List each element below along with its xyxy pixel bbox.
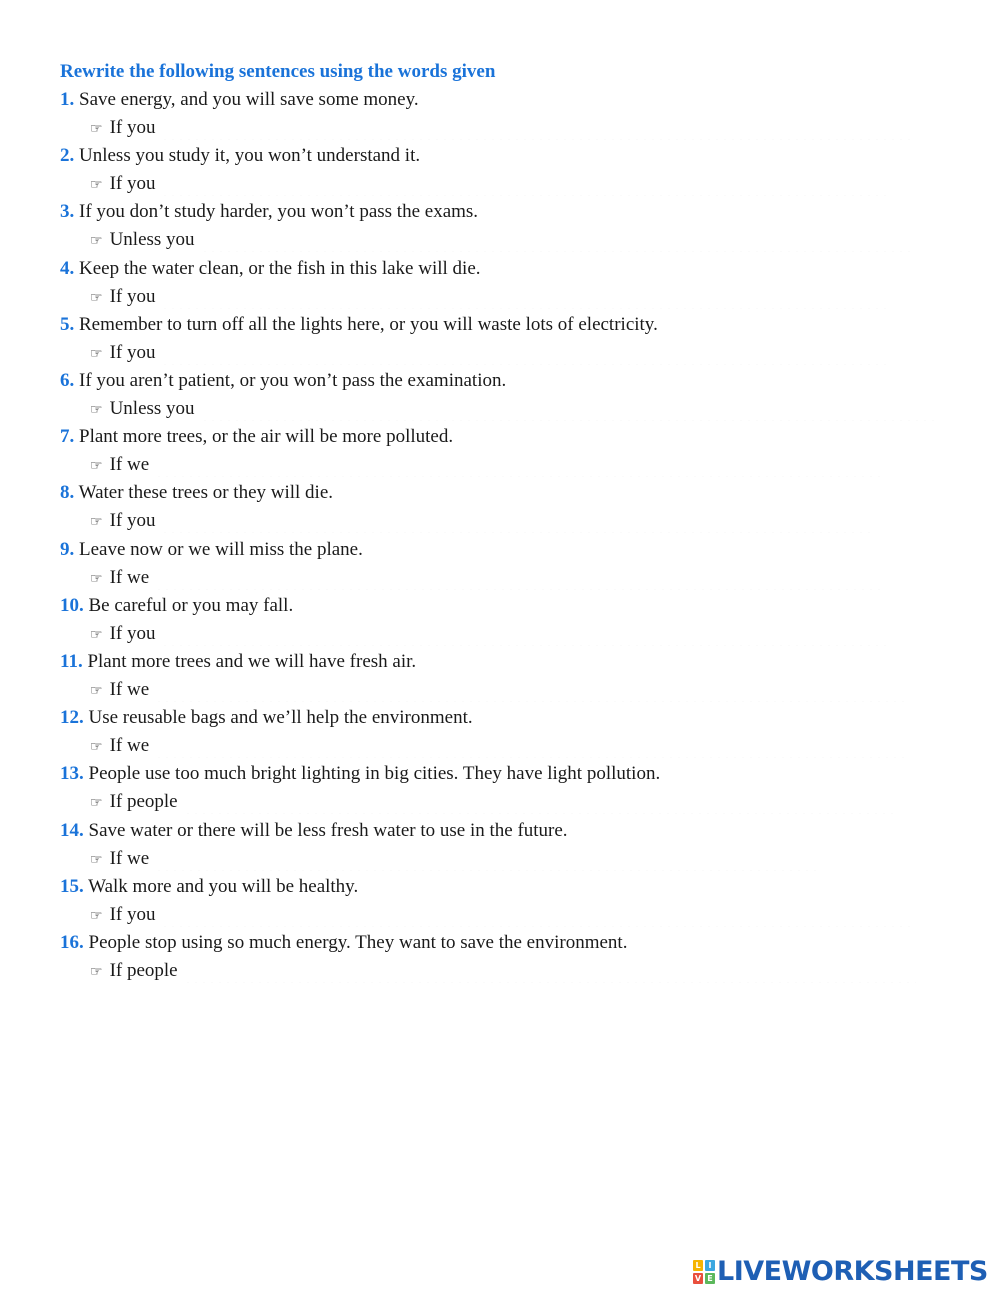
logo-text: LIVEWORKSHEETS xyxy=(717,1256,988,1287)
question-number: 3. xyxy=(60,201,75,223)
answer-prompt: If you xyxy=(109,285,156,307)
question-number: 5. xyxy=(60,313,75,335)
question-number: 8. xyxy=(60,482,75,504)
answer-blank[interactable] xyxy=(184,800,895,814)
question-number: 9. xyxy=(60,538,75,560)
liveworksheets-logo xyxy=(693,1256,988,1287)
answer-line-11 xyxy=(90,678,905,703)
question-text: Remember to turn off all the lights here, or you will waste lots of electricity. xyxy=(79,313,658,335)
answer-prompt: If we xyxy=(109,454,150,476)
answer-blank[interactable] xyxy=(184,969,916,983)
answer-blank[interactable] xyxy=(161,913,912,927)
question-text: Keep the water clean, or the fish in this lake will die. xyxy=(79,257,481,279)
question-text: People use too much bright lighting in big cities. They have light pollution. xyxy=(88,763,661,785)
question-1 xyxy=(60,88,419,112)
question-text: Plant more trees and we will have fresh air. xyxy=(87,651,417,672)
answer-line-3 xyxy=(90,228,912,253)
answer-blank[interactable] xyxy=(161,295,890,309)
answer-prompt: If we xyxy=(109,847,150,869)
question-number: 1. xyxy=(60,89,75,110)
pointing-hand-icon: ☞ xyxy=(90,402,103,418)
answer-prompt: If you xyxy=(109,117,156,138)
pointing-hand-icon: ☞ xyxy=(90,570,103,587)
answer-blank[interactable] xyxy=(155,463,884,477)
pointing-hand-icon: ☞ xyxy=(90,626,103,643)
answer-line-7 xyxy=(90,453,884,478)
answer-prompt: Unless you xyxy=(109,398,195,419)
answer-prompt: If you xyxy=(109,510,156,532)
logo-tile-i: I xyxy=(705,1260,715,1271)
question-14 xyxy=(60,819,568,843)
answer-blank[interactable] xyxy=(161,126,912,140)
question-11 xyxy=(60,650,416,674)
pointing-hand-icon: ☞ xyxy=(90,233,103,250)
question-number: 2. xyxy=(60,145,75,167)
answer-prompt: If you xyxy=(109,622,156,644)
question-9 xyxy=(60,538,363,562)
question-number: 15. xyxy=(60,875,84,897)
pointing-hand-icon: ☞ xyxy=(90,795,103,812)
question-12 xyxy=(60,706,473,730)
question-16 xyxy=(60,931,627,955)
answer-line-5 xyxy=(90,341,890,366)
question-text: Save energy, and you will save some money. xyxy=(79,89,419,110)
logo-tile-l: L xyxy=(693,1260,703,1271)
answer-blank[interactable] xyxy=(155,688,905,702)
worksheet-title: Rewrite the following sentences using the words given xyxy=(60,61,496,82)
answer-line-16 xyxy=(90,959,916,984)
pointing-hand-icon: ☞ xyxy=(90,907,103,924)
answer-line-8 xyxy=(90,509,876,534)
question-7 xyxy=(60,425,453,449)
answer-blank[interactable] xyxy=(161,351,890,365)
question-8 xyxy=(60,481,333,505)
answer-prompt: If we xyxy=(109,735,150,757)
question-text: If you aren’t patient, or you won’t pass the examination. xyxy=(79,370,507,391)
pointing-hand-icon: ☞ xyxy=(90,514,103,531)
answer-line-15 xyxy=(90,903,912,928)
pointing-hand-icon: ☞ xyxy=(90,177,103,194)
question-2 xyxy=(60,144,420,168)
pointing-hand-icon: ☞ xyxy=(90,851,103,868)
question-6 xyxy=(60,369,506,393)
question-number: 14. xyxy=(60,819,84,841)
question-number: 12. xyxy=(60,707,84,729)
answer-prompt: If we xyxy=(109,679,150,700)
question-3 xyxy=(60,200,478,224)
liveworksheets-logo-icon xyxy=(693,1260,715,1284)
question-number: 7. xyxy=(60,426,75,448)
question-13 xyxy=(60,762,660,786)
pointing-hand-icon: ☞ xyxy=(90,458,103,475)
answer-line-10 xyxy=(90,622,890,647)
pointing-hand-icon: ☞ xyxy=(90,289,103,306)
answer-blank[interactable] xyxy=(161,632,890,646)
pointing-hand-icon: ☞ xyxy=(90,121,103,137)
pointing-hand-icon: ☞ xyxy=(90,683,103,699)
question-4 xyxy=(60,257,481,281)
answer-line-13 xyxy=(90,790,895,815)
answer-blank[interactable] xyxy=(155,744,905,758)
answer-blank[interactable] xyxy=(155,576,884,590)
question-text: Use reusable bags and we’ll help the environment. xyxy=(88,707,473,729)
answer-prompt: If we xyxy=(109,566,150,588)
question-text: Water these trees or they will die. xyxy=(78,482,334,504)
question-number: 13. xyxy=(60,763,84,785)
answer-prompt: If you xyxy=(109,903,156,925)
answer-line-4 xyxy=(90,285,890,310)
question-text: Unless you study it, you won’t understand it. xyxy=(79,145,421,167)
answer-blank[interactable] xyxy=(201,407,938,421)
answer-line-6 xyxy=(90,397,938,422)
question-text: People stop using so much energy. They want to save the environment. xyxy=(88,932,628,953)
answer-line-14 xyxy=(90,847,820,872)
question-text: Plant more trees, or the air will be more polluted. xyxy=(79,426,454,448)
answer-blank[interactable] xyxy=(201,238,912,252)
question-number: 10. xyxy=(60,594,84,616)
question-5 xyxy=(60,313,658,337)
pointing-hand-icon: ☞ xyxy=(90,345,103,362)
answer-blank[interactable] xyxy=(161,182,890,196)
question-text: Walk more and you will be healthy. xyxy=(88,875,359,897)
answer-line-12 xyxy=(90,734,905,759)
answer-prompt: If people xyxy=(109,791,178,813)
question-15 xyxy=(60,875,358,899)
answer-blank[interactable] xyxy=(161,519,876,533)
question-number: 16. xyxy=(60,932,84,953)
answer-prompt: If you xyxy=(109,173,156,195)
answer-line-2 xyxy=(90,172,890,197)
logo-tile-e: E xyxy=(705,1273,715,1284)
answer-blank[interactable] xyxy=(155,857,820,871)
question-number: 4. xyxy=(60,257,75,279)
question-number: 11. xyxy=(60,651,83,672)
answer-line-1 xyxy=(90,116,912,141)
question-text: Leave now or we will miss the plane. xyxy=(79,538,363,560)
question-10 xyxy=(60,594,293,618)
answer-prompt: If you xyxy=(109,341,156,363)
question-text: If you don’t study harder, you won’t pass the exams. xyxy=(79,201,479,223)
answer-prompt: If people xyxy=(109,960,178,981)
question-text: Save water or there will be less fresh water to use in the future. xyxy=(88,819,568,841)
answer-line-9 xyxy=(90,566,884,591)
question-number: 6. xyxy=(60,370,75,391)
pointing-hand-icon: ☞ xyxy=(90,964,103,980)
answer-prompt: Unless you xyxy=(109,229,195,251)
question-text: Be careful or you may fall. xyxy=(88,594,294,616)
logo-tile-v: V xyxy=(694,1273,702,1283)
pointing-hand-icon: ☞ xyxy=(90,739,103,756)
